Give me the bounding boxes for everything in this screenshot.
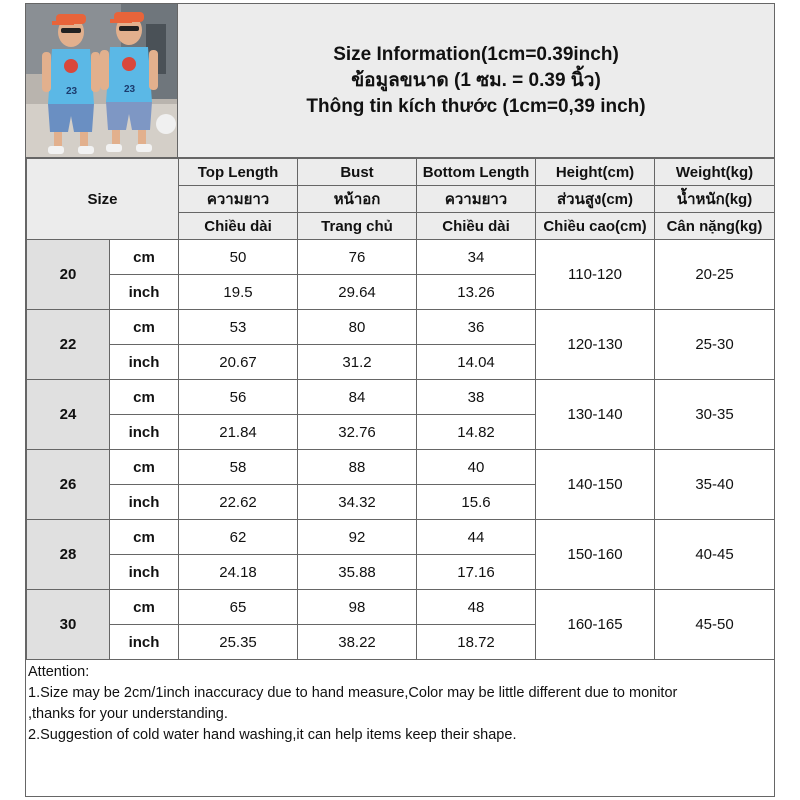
bottom-length-inch: 14.82 (417, 415, 536, 450)
weight-range: 20-25 (655, 240, 775, 310)
top-length-inch: 22.62 (179, 485, 298, 520)
unit-inch: inch (110, 555, 179, 590)
top-length-inch: 19.5 (179, 275, 298, 310)
size-value: 30 (27, 590, 110, 660)
title-vietnamese: Thông tin kích thước (1cm=0,39 inch) (306, 95, 646, 117)
bust-inch: 32.76 (298, 415, 417, 450)
col-bottom-length-en: Bottom Length (417, 159, 536, 186)
size-value: 26 (27, 450, 110, 520)
col-top-length-vi: Chiều dài (179, 213, 298, 240)
top-length-cm: 58 (179, 450, 298, 485)
unit-cm: cm (110, 310, 179, 345)
unit-inch: inch (110, 485, 179, 520)
top-length-inch: 20.67 (179, 345, 298, 380)
top-length-cm: 50 (179, 240, 298, 275)
unit-cm: cm (110, 520, 179, 555)
bottom-length-inch: 17.16 (417, 555, 536, 590)
weight-range: 25-30 (655, 310, 775, 380)
bust-cm: 98 (298, 590, 417, 625)
col-weight-th: น้ำหนัก(kg) (655, 186, 775, 213)
table-row (27, 310, 775, 345)
size-chart-sheet (25, 3, 775, 797)
col-bust-vi: Trang chủ (298, 213, 417, 240)
top-length-inch: 21.84 (179, 415, 298, 450)
height-range: 140-150 (536, 450, 655, 520)
table-row (27, 590, 775, 625)
height-range: 120-130 (536, 310, 655, 380)
size-info-title (178, 4, 774, 158)
header-row-en (27, 159, 775, 186)
bottom-length-inch: 18.72 (417, 625, 536, 660)
weight-range: 40-45 (655, 520, 775, 590)
note-line-1: 1.Size may be 2cm/1inch inaccuracy due to hand measure,Color may be little different due to monitor (28, 685, 678, 701)
attention-notes (26, 660, 774, 796)
table-row (27, 450, 775, 485)
bottom-length-cm: 48 (417, 590, 536, 625)
unit-inch: inch (110, 625, 179, 660)
table-row (27, 520, 775, 555)
bottom-length-inch: 15.6 (417, 485, 536, 520)
bottom-length-cm: 34 (417, 240, 536, 275)
top-length-cm: 53 (179, 310, 298, 345)
weight-range: 35-40 (655, 450, 775, 520)
unit-inch: inch (110, 345, 179, 380)
top-length-cm: 62 (179, 520, 298, 555)
top-length-cm: 65 (179, 590, 298, 625)
height-range: 130-140 (536, 380, 655, 450)
col-top-length-en: Top Length (179, 159, 298, 186)
col-bust-th: หน้าอก (298, 186, 417, 213)
col-bottom-length-th: ความยาว (417, 186, 536, 213)
attention-heading: Attention: (28, 664, 90, 680)
bust-cm: 92 (298, 520, 417, 555)
height-range: 160-165 (536, 590, 655, 660)
col-weight-vi: Cân nặng(kg) (655, 213, 775, 240)
size-value: 20 (27, 240, 110, 310)
weight-range: 45-50 (655, 590, 775, 660)
unit-inch: inch (110, 275, 179, 310)
col-height-vi: Chiều cao(cm) (536, 213, 655, 240)
bust-inch: 35.88 (298, 555, 417, 590)
height-range: 150-160 (536, 520, 655, 590)
unit-cm: cm (110, 240, 179, 275)
bust-inch: 34.32 (298, 485, 417, 520)
top-length-inch: 25.35 (179, 625, 298, 660)
bust-inch: 29.64 (298, 275, 417, 310)
bust-inch: 31.2 (298, 345, 417, 380)
kids-basketball-photo (26, 4, 178, 158)
bust-cm: 88 (298, 450, 417, 485)
size-table (26, 158, 775, 660)
bottom-length-inch: 13.26 (417, 275, 536, 310)
unit-cm: cm (110, 450, 179, 485)
header-row (26, 4, 774, 158)
size-header: Size (27, 159, 179, 240)
bust-inch: 38.22 (298, 625, 417, 660)
bottom-length-cm: 44 (417, 520, 536, 555)
unit-cm: cm (110, 380, 179, 415)
weight-range: 30-35 (655, 380, 775, 450)
height-range: 110-120 (536, 240, 655, 310)
product-photo (26, 4, 178, 158)
bottom-length-cm: 40 (417, 450, 536, 485)
table-row (27, 240, 775, 275)
col-bottom-length-vi: Chiều dài (417, 213, 536, 240)
col-weight-en: Weight(kg) (655, 159, 775, 186)
top-length-inch: 24.18 (179, 555, 298, 590)
top-length-cm: 56 (179, 380, 298, 415)
col-height-th: ส่วนสูง(cm) (536, 186, 655, 213)
note-line-1-continued: ,thanks for your understanding. (28, 706, 228, 722)
col-bust-en: Bust (298, 159, 417, 186)
bottom-length-inch: 14.04 (417, 345, 536, 380)
col-top-length-th: ความยาว (179, 186, 298, 213)
size-value: 24 (27, 380, 110, 450)
size-value: 28 (27, 520, 110, 590)
unit-cm: cm (110, 590, 179, 625)
unit-inch: inch (110, 415, 179, 450)
svg-text:23: 23 (124, 84, 136, 95)
bust-cm: 76 (298, 240, 417, 275)
col-height-en: Height(cm) (536, 159, 655, 186)
size-value: 22 (27, 310, 110, 380)
title-english: Size Information(1cm=0.39inch) (333, 43, 619, 65)
svg-text:23: 23 (66, 86, 78, 97)
note-line-2: 2.Suggestion of cold water hand washing,it can help items keep their shape. (28, 727, 517, 743)
bust-cm: 84 (298, 380, 417, 415)
bottom-length-cm: 38 (417, 380, 536, 415)
table-row (27, 380, 775, 415)
bottom-length-cm: 36 (417, 310, 536, 345)
title-thai: ข้อมูลขนาด (1 ซม. = 0.39 นิ้ว) (351, 69, 601, 91)
bust-cm: 80 (298, 310, 417, 345)
